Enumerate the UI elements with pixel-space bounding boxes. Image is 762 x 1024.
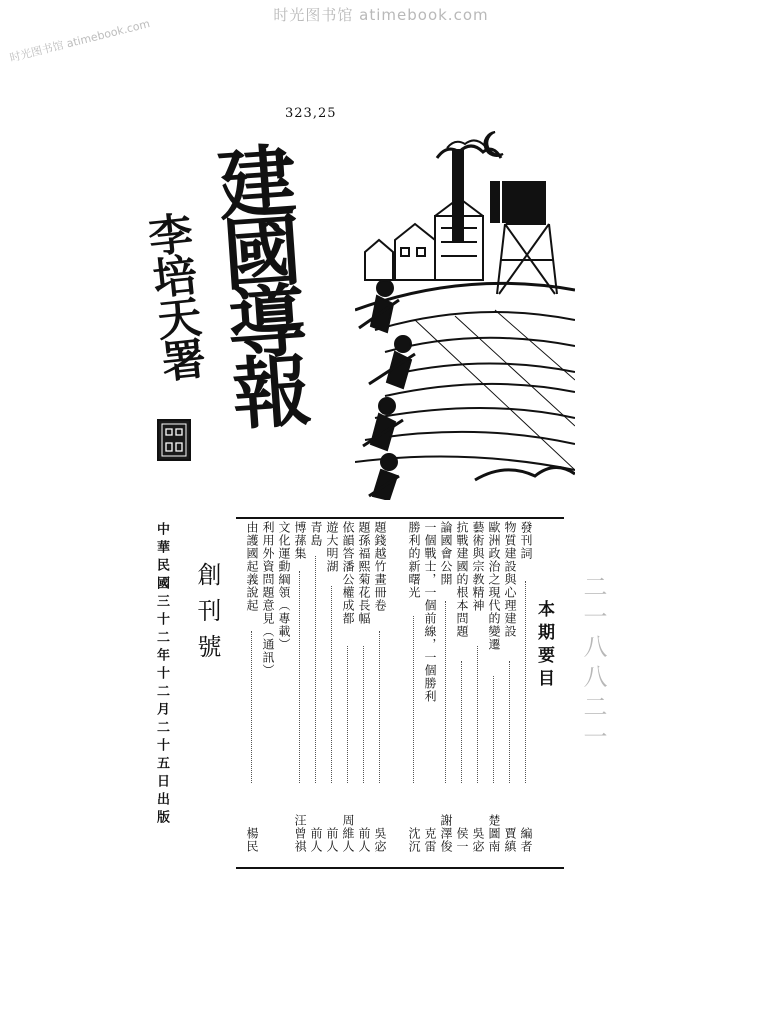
calligrapher-signature: 李培天署 — [138, 209, 207, 383]
seal-stamp — [157, 419, 191, 461]
contents-heading: 本期要目 — [534, 600, 554, 692]
watermark-top: 时光图书馆 atimebook.com — [273, 6, 489, 24]
leader-dots — [461, 661, 462, 783]
toc-entry-title: 遊大明湖 — [325, 521, 339, 573]
leader-dots — [363, 646, 364, 783]
toc-entry — [454, 521, 470, 863]
toc-entry-author: 編者 — [519, 827, 533, 853]
toc-entry-author: 前人 — [309, 827, 323, 853]
toc-entry — [356, 521, 372, 863]
toc-entry — [438, 521, 454, 863]
toc-entry — [422, 521, 438, 863]
toc-entry — [372, 521, 388, 863]
toc-entry-author: 前人 — [325, 827, 339, 853]
toc-entry-title: 博蓀集 — [293, 521, 307, 560]
toc-entry-author: 吳宓 — [373, 827, 387, 853]
toc-entry — [292, 521, 308, 863]
toc-entry — [486, 521, 502, 863]
publication-date: 中華民國三十二年十二月二十五日出版 — [154, 522, 169, 828]
toc-entry — [340, 521, 356, 863]
toc-entry-title: 題錢越竹畫冊卷 — [373, 521, 387, 612]
toc-entry — [308, 521, 324, 863]
factory-workers-illustration — [355, 120, 575, 500]
catalog-number: 323,25 — [285, 106, 337, 121]
leader-dots — [347, 646, 348, 783]
toc-entry-title: 青島 — [309, 521, 323, 547]
leader-dots — [445, 601, 446, 783]
toc-entry-title: 一個戰士，一個前線，一個勝利 — [423, 521, 437, 703]
toc-entry-title: 論國會公開 — [439, 521, 453, 586]
toc-entry-title: 歐洲政治之現代的變遷 — [487, 521, 501, 651]
toc-entry-author: 楚圖南 — [487, 814, 501, 853]
toc-entry-author: 周維人 — [341, 814, 355, 853]
page-title: 建國導報 — [202, 139, 313, 425]
toc-entry-title: 依韻答潘公權成都 — [341, 521, 355, 625]
toc-entry-author: 賈縝 — [503, 827, 517, 853]
toc-entry-author: 侯一 — [455, 827, 469, 853]
leader-dots — [477, 646, 478, 783]
leader-dots — [493, 676, 494, 783]
toc-entry-title: 藝術與宗教精神 — [471, 521, 485, 612]
toc-entry-author: 克雷 — [423, 827, 437, 853]
toc-entry-title: 抗戰建國的根本問題 — [455, 521, 469, 638]
toc-entry-author: 沈沉 — [407, 827, 421, 853]
toc-entry — [260, 521, 276, 863]
toc-entry — [276, 521, 292, 863]
toc-entry — [518, 521, 534, 863]
toc-entry-title: 勝利的新曙光 — [407, 521, 421, 599]
leader-dots — [299, 571, 300, 783]
toc-entry-author: 吳宓 — [471, 827, 485, 853]
toc-entry-title: 利用外資問題意見（通訊） — [261, 521, 275, 677]
toc-entry-title: 題孫福熙菊花長幅 — [357, 521, 371, 625]
issue-label: 創刊號 — [193, 562, 221, 670]
watermark-side: 时光图书馆 atimebook.com — [8, 17, 152, 65]
margin-note: 二一八八二一 — [579, 574, 607, 754]
toc-entry — [470, 521, 486, 863]
leader-dots — [379, 631, 380, 783]
leader-dots — [509, 661, 510, 783]
toc-entry — [406, 521, 422, 863]
toc-entry-title: 由護國起義說起 — [245, 521, 259, 612]
toc-entry-author: 謝澤俊 — [439, 814, 453, 853]
leader-dots — [315, 556, 316, 783]
toc-entry-title: 文化運動綱領（專載） — [277, 521, 291, 651]
toc-entry — [502, 521, 518, 863]
toc-entry — [324, 521, 340, 863]
toc-entry-author: 楊民 — [245, 827, 259, 853]
toc-entry-author: 前人 — [357, 827, 371, 853]
leader-dots — [413, 616, 414, 783]
toc-entry-author: 汪曾祺 — [293, 814, 307, 853]
toc-entry — [244, 521, 260, 863]
leader-dots — [525, 581, 526, 783]
leader-dots — [251, 631, 252, 783]
leader-dots — [331, 586, 332, 783]
toc-entry-title: 物質建設與心理建設 — [503, 521, 517, 638]
toc-entry-title: 發刊詞 — [519, 521, 533, 560]
